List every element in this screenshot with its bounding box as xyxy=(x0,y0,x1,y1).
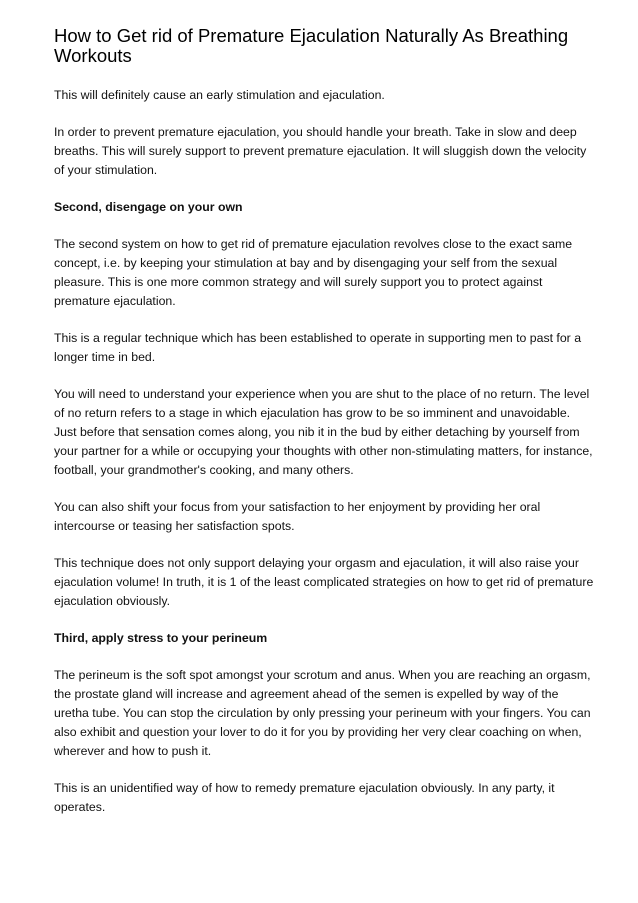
paragraph: You will need to understand your experience when you are shut to the place of no return. The level of no return refers to a stage in which ejaculation has grow to be so imminent and unavoidable. Just before that sensation comes along, you nib it in the bud by either detaching by yourself from your partner for a while or occupying your thoughts with other non-stimulating matters, for instance, football, your grandmother's cooking, and many others. xyxy=(54,387,593,477)
section-heading: Second, disengage on your own xyxy=(54,200,243,214)
paragraph: This technique does not only support delaying your orgasm and ejaculation, it will also raise your ejaculation volume! In truth, it is 1 of the least complicated strategies on how to get rid of premature ejaculation obviously. xyxy=(54,556,594,608)
document-body xyxy=(54,86,594,817)
paragraph: The second system on how to get rid of premature ejaculation revolves close to the exact same concept, i.e. by keeping your stimulation at bay and by disengaging your self from the sexual pleasure. This is one more common strategy and will surely support you to protect against premature ejaculation. xyxy=(54,237,573,308)
paragraph: This is a regular technique which has been established to operate in supporting men to past for a longer time in bed. xyxy=(54,331,582,364)
paragraph: This is an unidentified way of how to remedy premature ejaculation obviously. In any party, it operates. xyxy=(54,781,555,814)
document-title: How to Get rid of Premature Ejaculation Naturally As Breathing Workouts xyxy=(54,25,569,66)
paragraph: You can also shift your focus from your satisfaction to her enjoyment by providing her oral intercourse or teasing her satisfaction spots. xyxy=(54,500,541,533)
paragraph: The perineum is the soft spot amongst your scrotum and anus. When you are reaching an orgasm, the prostate gland will increase and agreement ahead of the semen is expelled by way of the uretha tube. You can stop the circulation by only pressing your perineum with your fingers. You can also exhibit and question your lover to do it for you by providing her very clear coaching on when, wherever and how to push it. xyxy=(54,668,591,758)
paragraph: This will definitely cause an early stimulation and ejaculation. xyxy=(54,88,385,102)
paragraph: In order to prevent premature ejaculation, you should handle your breath. Take in slow and deep breaths. This will surely support to prevent premature ejaculation. It will sluggish down the velocity of your stimulation. xyxy=(54,125,587,177)
document-page xyxy=(54,26,594,835)
section-heading: Third, apply stress to your perineum xyxy=(54,631,268,645)
